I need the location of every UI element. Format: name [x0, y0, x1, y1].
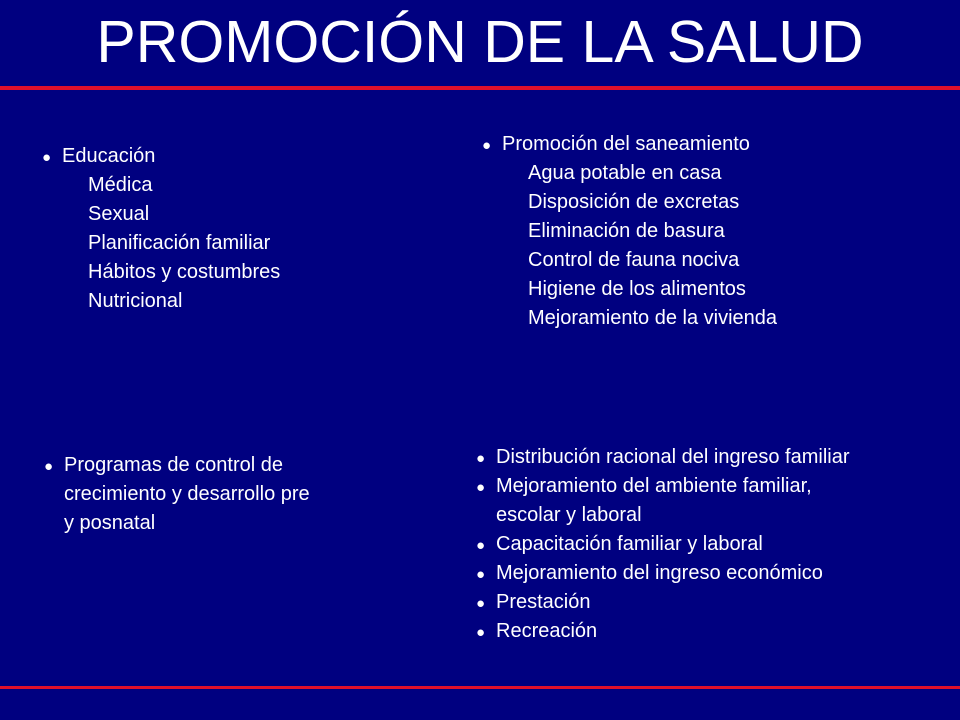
- bottom-divider: [0, 686, 960, 689]
- slide-title: PROMOCIÓN DE LA SALUD: [96, 9, 864, 75]
- list-item-text: Prestación: [496, 591, 591, 613]
- bullet-icon: ●: [476, 479, 486, 496]
- programs-row: [44, 451, 310, 480]
- sanitation-block: [482, 130, 777, 333]
- list-item: Disposición de excretas: [528, 191, 740, 213]
- list-item-text: Mejoramiento del ingreso económico: [496, 562, 823, 584]
- bullet-icon: ●: [476, 537, 486, 554]
- sanitation-heading: Promoción del saneamiento: [502, 133, 750, 155]
- list-item: Eliminación de basura: [528, 220, 725, 242]
- economic-block: [476, 443, 850, 646]
- top-divider: [0, 86, 960, 90]
- programs-text: Programas de control de: [64, 454, 284, 476]
- bullet-icon: ●: [44, 458, 54, 475]
- list-item: [476, 588, 850, 617]
- bullet-icon: ●: [476, 450, 486, 467]
- bullet-icon: ●: [42, 149, 52, 166]
- list-item: Higiene de los alimentos: [528, 278, 746, 300]
- programs-block: [44, 451, 310, 538]
- bullet-icon: ●: [476, 566, 486, 583]
- list-item-text: Recreación: [496, 620, 598, 642]
- sanitation-heading-row: [482, 130, 777, 159]
- list-item: [476, 472, 850, 501]
- list-item: [476, 443, 850, 472]
- bullet-icon: ●: [476, 624, 486, 641]
- list-item: Mejoramiento de la vivienda: [528, 307, 778, 329]
- list-item-text: Mejoramiento del ambiente familiar,: [496, 475, 812, 497]
- education-heading: Educación: [62, 145, 156, 167]
- list-item-text: Distribución racional del ingreso familiar: [496, 446, 850, 468]
- list-item: Control de fauna nociva: [528, 249, 740, 271]
- programs-text: y posnatal: [64, 512, 156, 534]
- bullet-icon: ●: [476, 595, 486, 612]
- list-item: Nutricional: [88, 290, 183, 312]
- bullet-icon: ●: [482, 137, 492, 154]
- list-item: [476, 559, 850, 588]
- list-item: [476, 530, 850, 559]
- list-item-text: escolar y laboral: [496, 504, 642, 526]
- education-heading-row: [42, 142, 280, 171]
- list-item: Planificación familiar: [88, 232, 271, 254]
- list-item-text: Capacitación familiar y laboral: [496, 533, 763, 555]
- list-item: [476, 617, 850, 646]
- list-item: Agua potable en casa: [528, 162, 722, 184]
- list-item: Hábitos y costumbres: [88, 261, 281, 283]
- programs-text: crecimiento y desarrollo pre: [64, 483, 310, 505]
- list-item: Médica: [88, 174, 153, 196]
- education-block: [42, 142, 280, 316]
- list-item: Sexual: [88, 203, 150, 225]
